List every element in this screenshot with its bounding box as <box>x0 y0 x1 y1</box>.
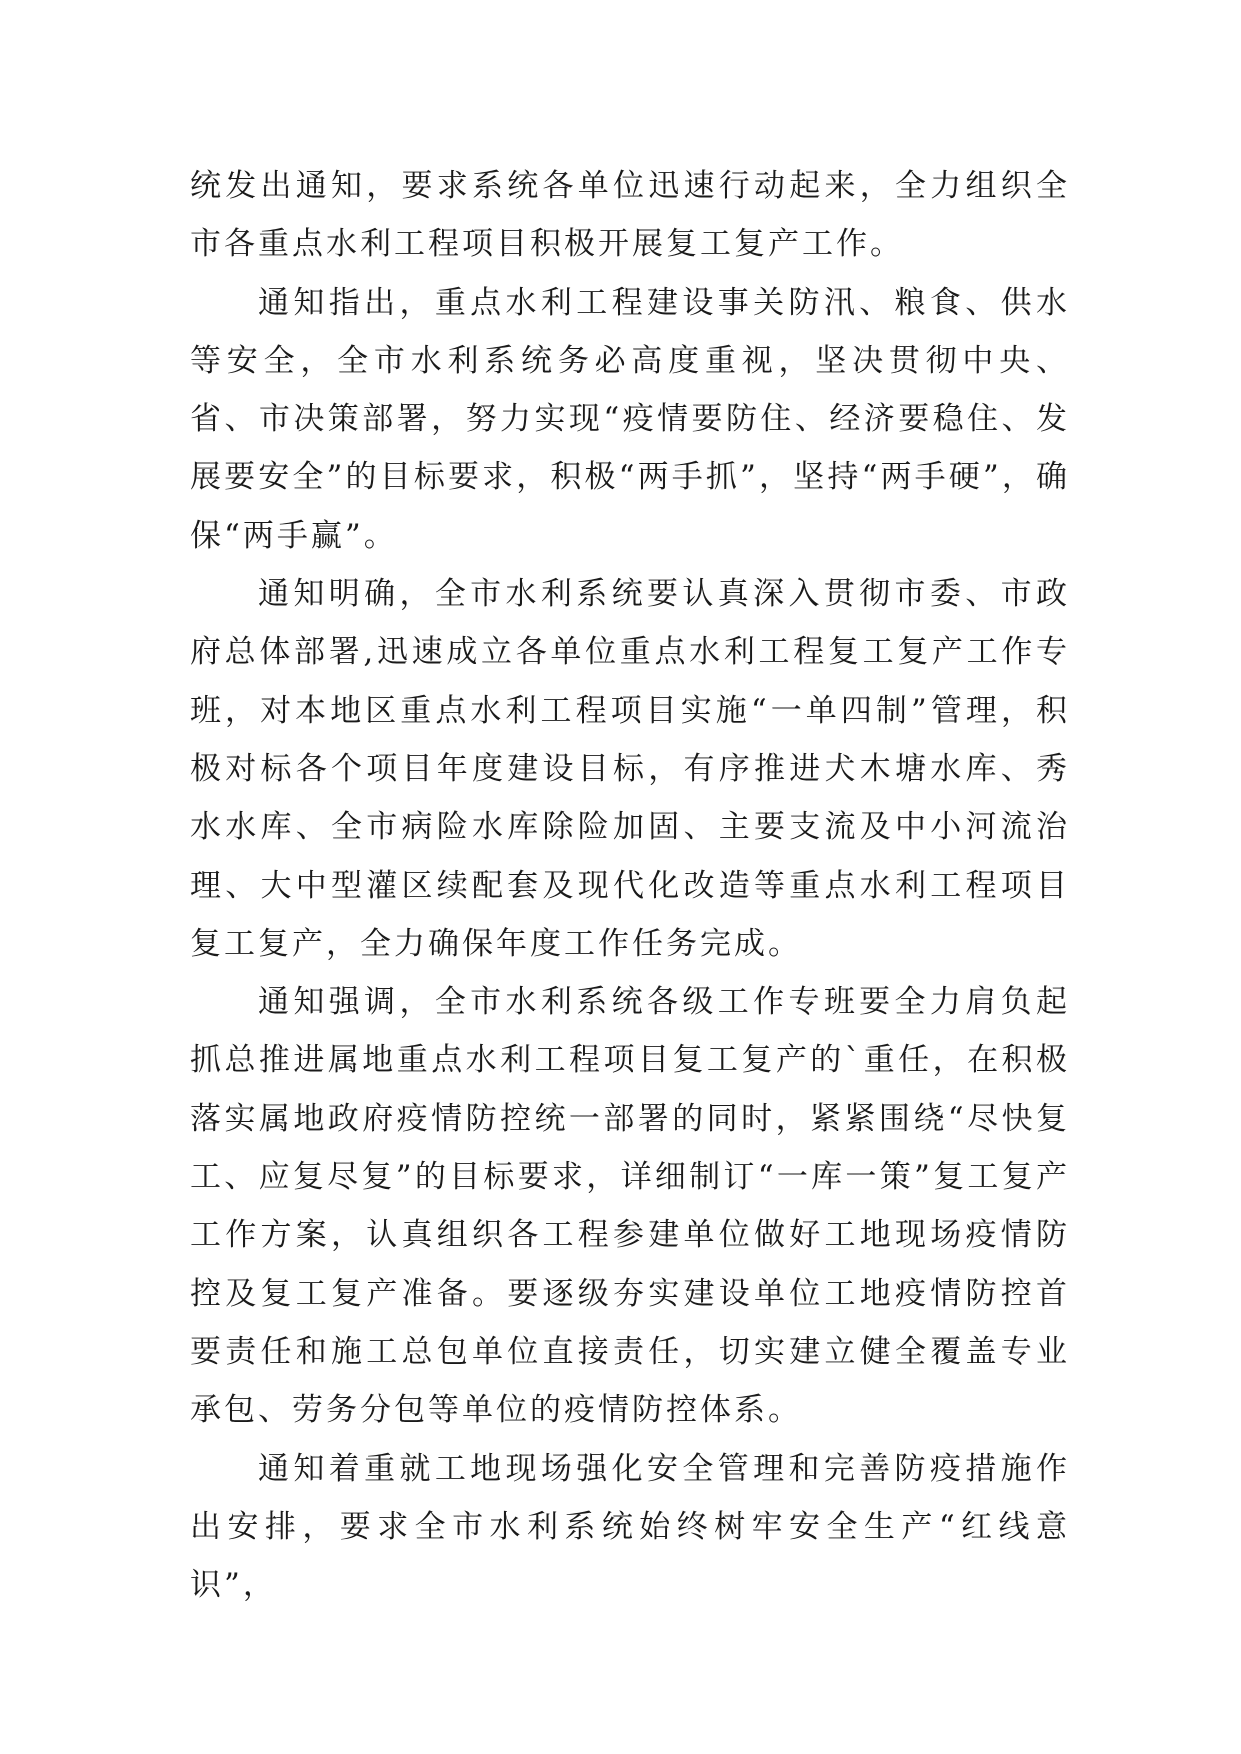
paragraph-2: 通知指出，重点水利工程建设事关防汛、粮食、供水等安全，全市水利系统务必高度重视，坚决贯彻中央、省、市决策部署，努力实现“疫情要防住、经济要稳住、发展要安全”的目标要求，积极“两手抓”，坚持“两手硬”，确保“两手赢”。 <box>190 284 1070 554</box>
paragraph-1: 统发出通知，要求系统各单位迅速行动起来，全力组织全市各重点水利工程项目积极开展复工复产工作。 <box>190 168 1070 263</box>
paragraph-5: 通知着重就工地现场强化安全管理和完善防疫措施作出安排，要求全市水利系统始终树牢安全生产“红线意识”， <box>190 1450 1070 1604</box>
paragraph-3: 通知明确，全市水利系统要认真深入贯彻市委、市政府总体部署,迅速成立各单位重点水利工程复工复产工作专班，对本地区重点水利工程项目实施“一单四制”管理，积极对标各个项目年度建设目标，有序推进犬木塘水库、秀水水库、全市病险水库除险加固、主要支流及中小河流治理、大中型灌区续配套及现代化改造等重点水利工程项目复工复产，全力确保年度工作任务完成。 <box>190 576 1070 962</box>
paragraph-4: 通知强调，全市水利系统各级工作专班要全力肩负起抓总推进属地重点水利工程项目复工复产的`重任，在积极落实属地政府疫情防控统一部署的同时，紧紧围绕“尽快复工、应复尽复”的目标要求，详细制订“一库一策”复工复产工作方案，认真组织各工程参建单位做好工地现场疫情防控及复工复产准备。要逐级夯实建设单位工地疫情防控首要责任和施工总包单位直接责任，切实建立健全覆盖专业承包、劳务分包等单位的疫情防控体系。 <box>190 984 1070 1429</box>
document-body <box>190 157 1070 1614</box>
